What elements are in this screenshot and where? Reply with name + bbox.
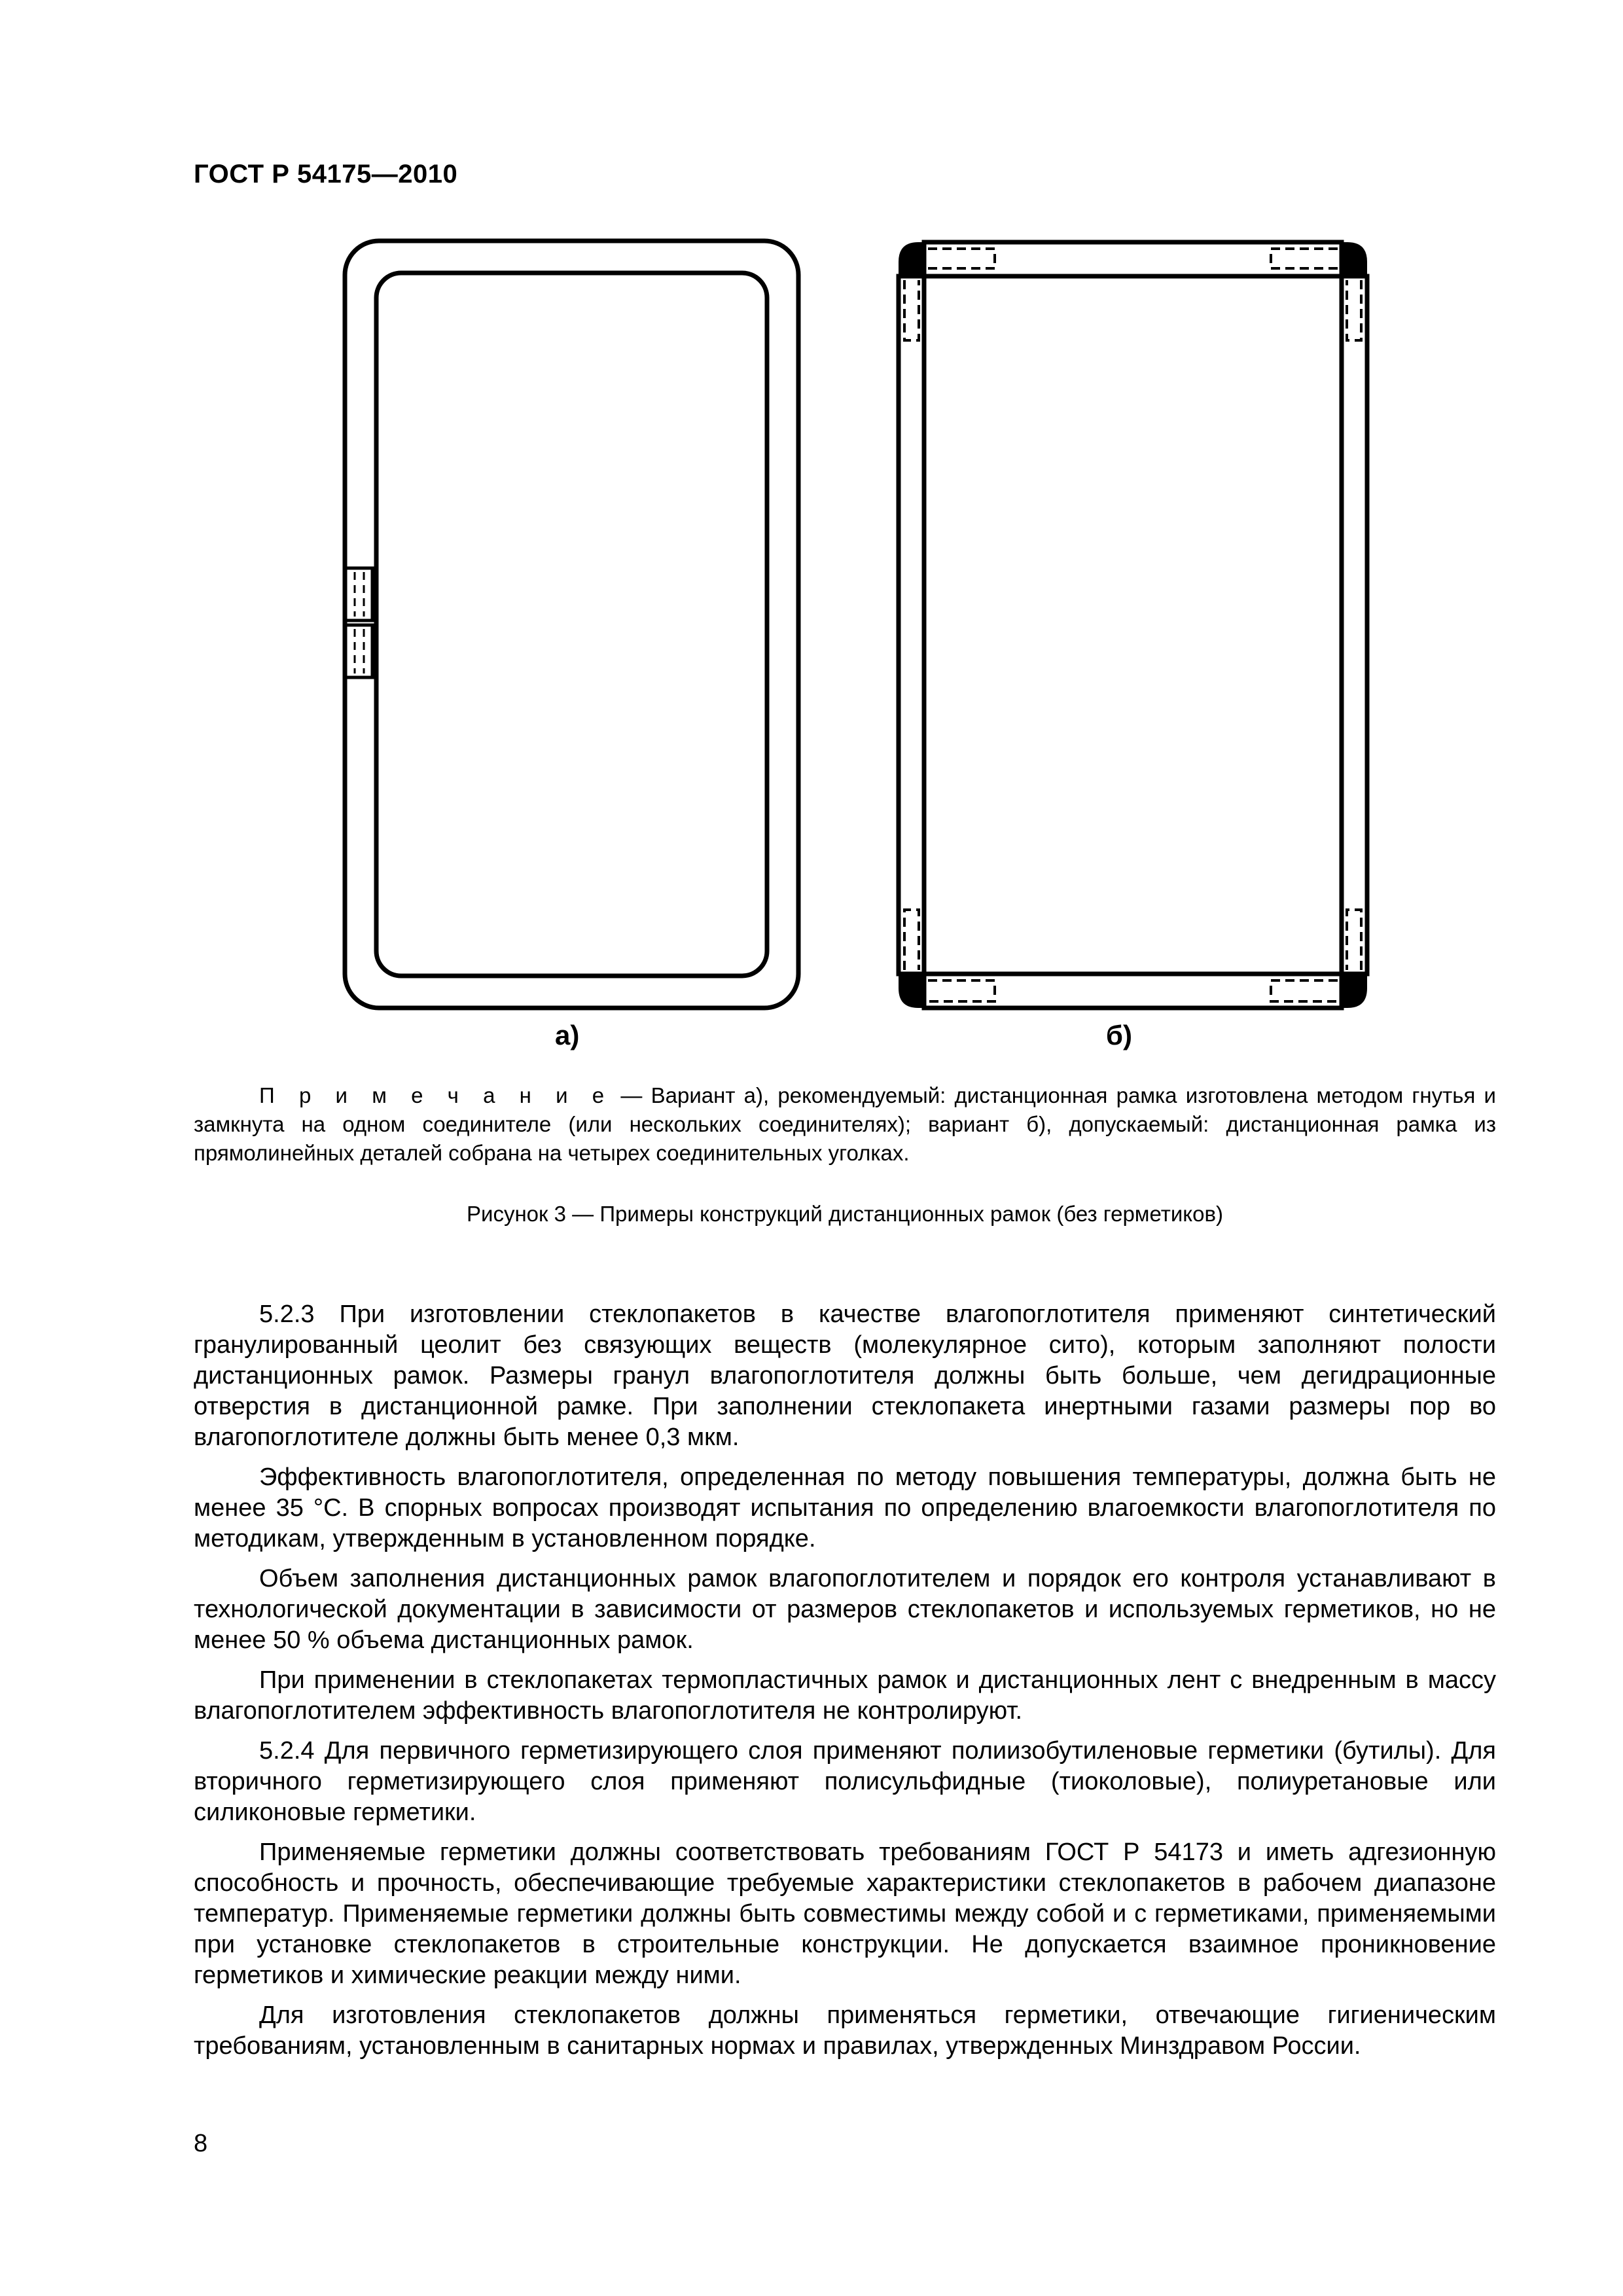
- figure-note: [194, 1081, 1496, 1168]
- frame-b-top-bar: [924, 242, 1342, 276]
- frame-b: [899, 242, 1367, 1008]
- corner-bottom-left: [899, 974, 924, 1008]
- figure-label-b: б): [1106, 1020, 1132, 1050]
- paragraph: 5.2.3 При изготовлении стеклопакетов в качестве влагопоглотителя применяют синтетический гранулированный цеолит без связующих веществ (молекулярное сито), которым заполняют полости дистанционных рамок. Размеры гранул влагопоглотителя должны быть больше, чем дегидрационные отверстия в дистанционной рамке. При заполнении стеклопакета инертными газами размеры пор во влагопоглотителе должны быть менее 0,3 мкм.: [194, 1300, 1496, 1451]
- frame-b-bottom-bar: [924, 974, 1342, 1008]
- page-number: 8: [194, 2130, 208, 2157]
- paragraph: При применении в стеклопакетах термопластичных рамок и дистанционных лент с внедренным в массу влагопоглотителем эффективность влагопоглотителя не контролируют.: [194, 1666, 1496, 1725]
- note-lead: П р и м е ч а н и е: [259, 1083, 613, 1107]
- paragraph: Эффективность влагопоглотителя, определенная по методу повышения температуры, должна быть не менее 35 °С. В спорных вопросах производят испытания по определению влагоемкости влагопоглотителя по методикам, утвержденным в установленном порядке.: [194, 1463, 1496, 1552]
- frame-a-outer: [345, 241, 798, 1008]
- connector-a-bottom: [346, 625, 372, 677]
- paragraph: 5.2.4 Для первичного герметизирующего слоя применяют полиизобутиленовые герметики (бутилы). Для вторичного герметизирующего слоя применяют полисульфидные (тиоколовые), полиуретановые или силиконовые герметики.: [194, 1737, 1496, 1826]
- frame-b-corners: [899, 242, 1367, 1008]
- frame-a-inner: [376, 273, 767, 976]
- frame-b-inner: [924, 276, 1342, 974]
- corner-bottom-right: [1342, 974, 1367, 1008]
- paragraph: Для изготовления стеклопакетов должны применяться герметики, отвечающие гигиеническим требованиям, установленным в санитарных нормах и правилах, утвержденных Минздравом России.: [194, 2001, 1496, 2060]
- frame-b-right-bar: [1342, 276, 1367, 974]
- paragraph: Применяемые герметики должны соответствовать требованиям ГОСТ Р 54173 и иметь адгезионную способность и прочность, обеспечивающие требуемые характеристики стеклопакетов в рабочем диапазоне температур. Применяемые герметики должны быть совместимы между собой и с герметиками, применяемыми при установке стеклопакетов в строительные конструкции. Не допускается взаимное проникновение герметиков и химические реакции между ними.: [194, 1839, 1496, 1989]
- frame-b-connector-arms: [904, 249, 1361, 1001]
- figure-label-a: а): [555, 1020, 580, 1050]
- connector-a-top: [346, 568, 372, 620]
- corner-top-left: [899, 242, 924, 276]
- note-text: — Вариант а), рекомендуемый: дистанционная рамка изготовлена методом гнутья и замкнута на одном соединителе (или нескольких соединителях); вариант б), допускаемый: дистанционная рамка из прямолинейных деталей собрана на четырех соединительных уголках.: [194, 1083, 1496, 1165]
- figure-caption: Рисунок 3 — Примеры конструкций дистанционных рамок (без герметиков): [467, 1202, 1223, 1226]
- frame-b-left-bar: [899, 276, 924, 974]
- corner-top-right: [1342, 242, 1367, 276]
- paragraph: Объем заполнения дистанционных рамок влагопоглотителем и порядок его контроля устанавливают в технологической документации в зависимости от размеров стеклопакетов и используемых герметиков, но не менее 50 % объема дистанционных рамок.: [194, 1565, 1496, 1654]
- document-header: ГОСТ Р 54175—2010: [194, 160, 458, 188]
- figure-3-drawing: [0, 0, 1623, 1060]
- body-text: [194, 1299, 1496, 2071]
- frame-a-connector: [346, 568, 372, 677]
- frame-a: [345, 241, 798, 1008]
